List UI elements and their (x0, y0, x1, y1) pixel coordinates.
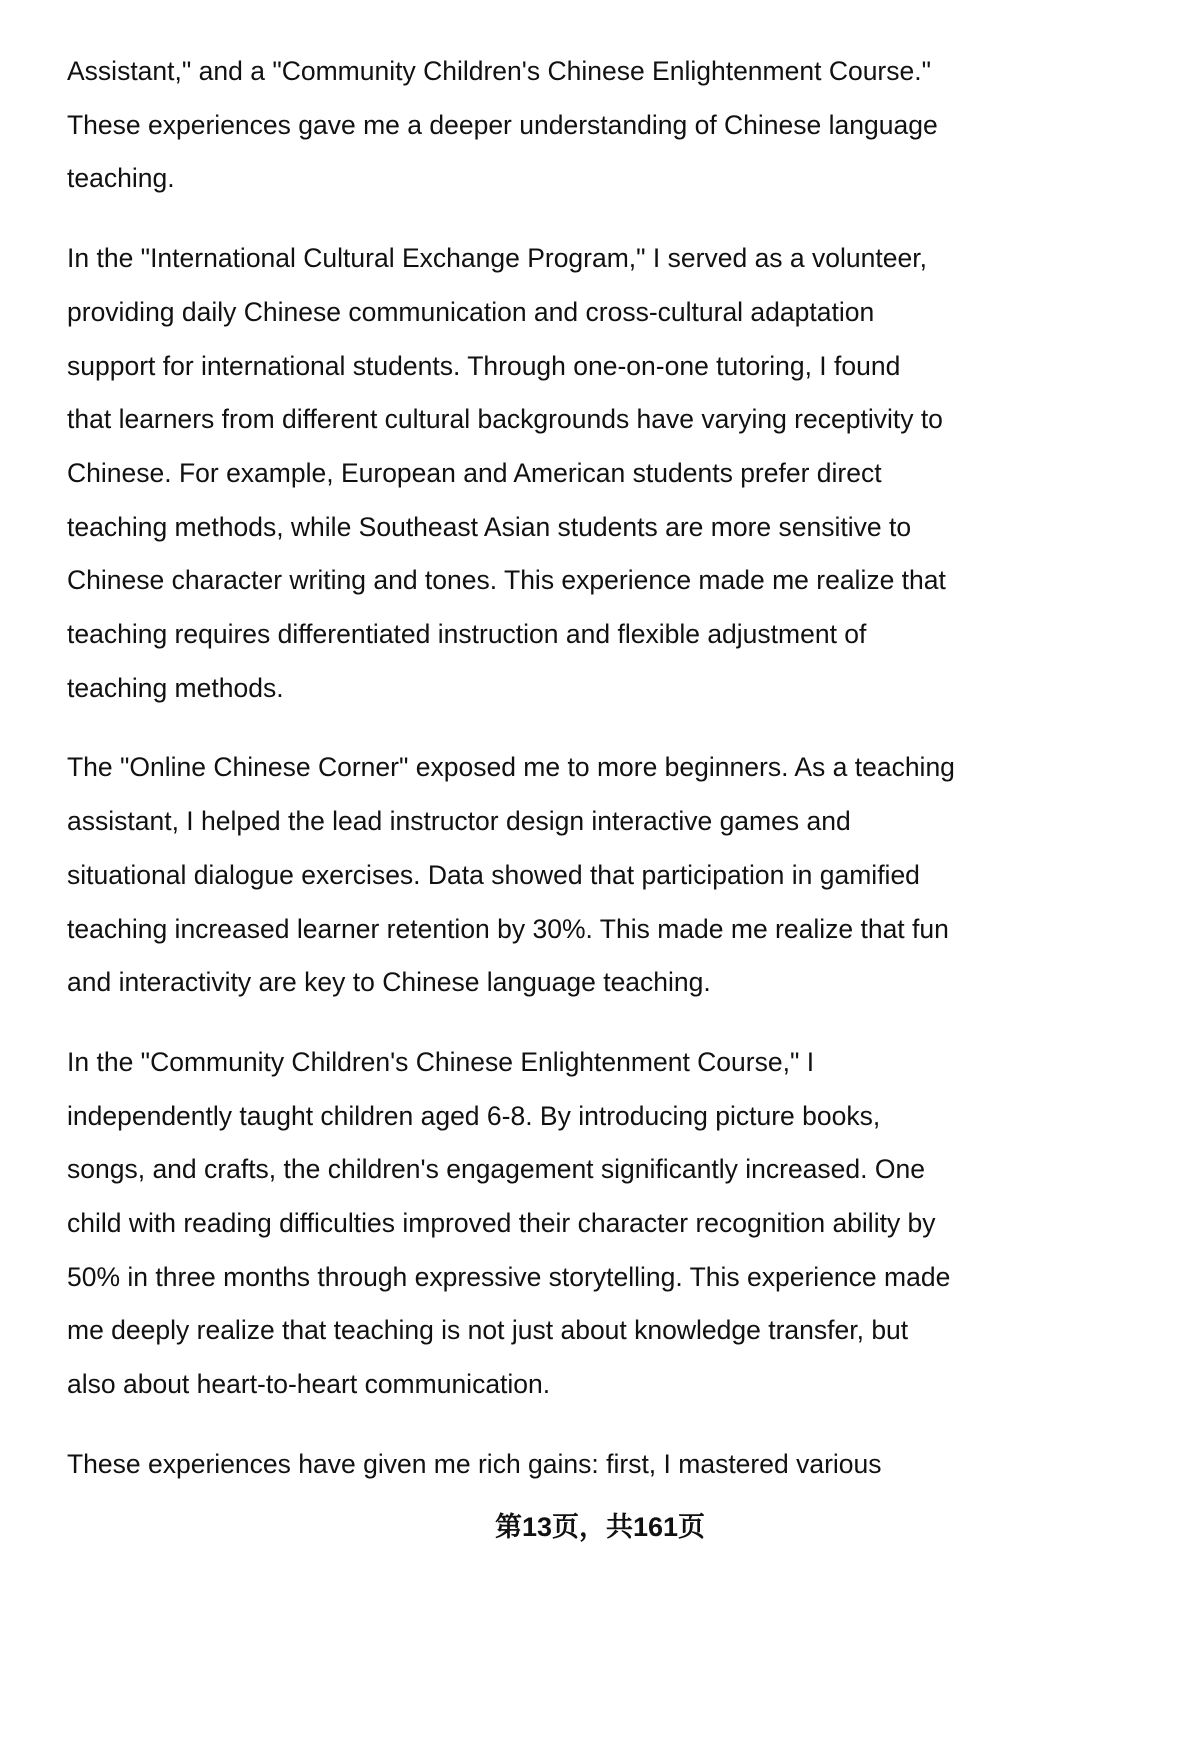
text-line: These experiences gave me a deeper understanding of Chinese language (67, 109, 938, 140)
text-line: teaching methods, while Southeast Asian students are more sensitive to (67, 511, 912, 542)
text-line: In the "Community Children's Chinese Enlightenment Course," I (67, 1046, 815, 1077)
text-line: teaching. (67, 163, 175, 194)
text-line: situational dialogue exercises. Data showed that participation in gamified (67, 859, 920, 890)
text-line: that learners from different cultural backgrounds have varying receptivity to (67, 404, 943, 435)
text-line: Chinese character writing and tones. This experience made me realize that (67, 565, 946, 596)
text-line: teaching increased learner retention by 30%. This made me realize that fun (67, 913, 949, 944)
text-line: me deeply realize that teaching is not just about knowledge transfer, but (67, 1315, 909, 1346)
text-line: Assistant," and a "Community Children's Chinese Enlightenment Course." (67, 56, 932, 86)
text-line: The "Online Chinese Corner" exposed me to more beginners. As a teaching (67, 752, 955, 783)
text-line: providing daily Chinese communication and cross-cultural adaptation (67, 296, 875, 327)
text-line: In the "International Cultural Exchange Program," I served as a volunteer, (67, 243, 927, 274)
text-line: assistant, I helped the lead instructor design interactive games and (67, 806, 851, 837)
text-line: and interactivity are key to Chinese language teaching. (67, 967, 711, 998)
text-line: teaching requires differentiated instruction and flexible adjustment of (67, 619, 867, 650)
page-number-footer: 第13页，共161页 (494, 1512, 706, 1542)
text-line: support for international students. Through one-on-one tutoring, I found (67, 350, 901, 381)
text-line: independently taught children aged 6-8. By introducing picture books, (67, 1100, 881, 1131)
text-line: also about heart-to-heart communication. (67, 1369, 551, 1400)
text-line: Chinese. For example, European and American students prefer direct (67, 457, 882, 488)
paragraph (67, 1036, 1177, 1412)
paragraph (67, 232, 1177, 715)
text-line: child with reading difficulties improved their character recognition ability by (67, 1208, 936, 1239)
text-line: songs, and crafts, the children's engagement significantly increased. One (67, 1154, 925, 1185)
text-line: These experiences have given me rich gains: first, I mastered various (67, 1448, 882, 1479)
document-body (67, 45, 1177, 1518)
text-line: 50% in three months through expressive storytelling. This experience made (67, 1261, 951, 1292)
text-line: teaching methods. (67, 672, 284, 703)
paragraph (67, 45, 1177, 206)
paragraph (67, 1438, 1177, 1492)
paragraph (67, 741, 1177, 1010)
